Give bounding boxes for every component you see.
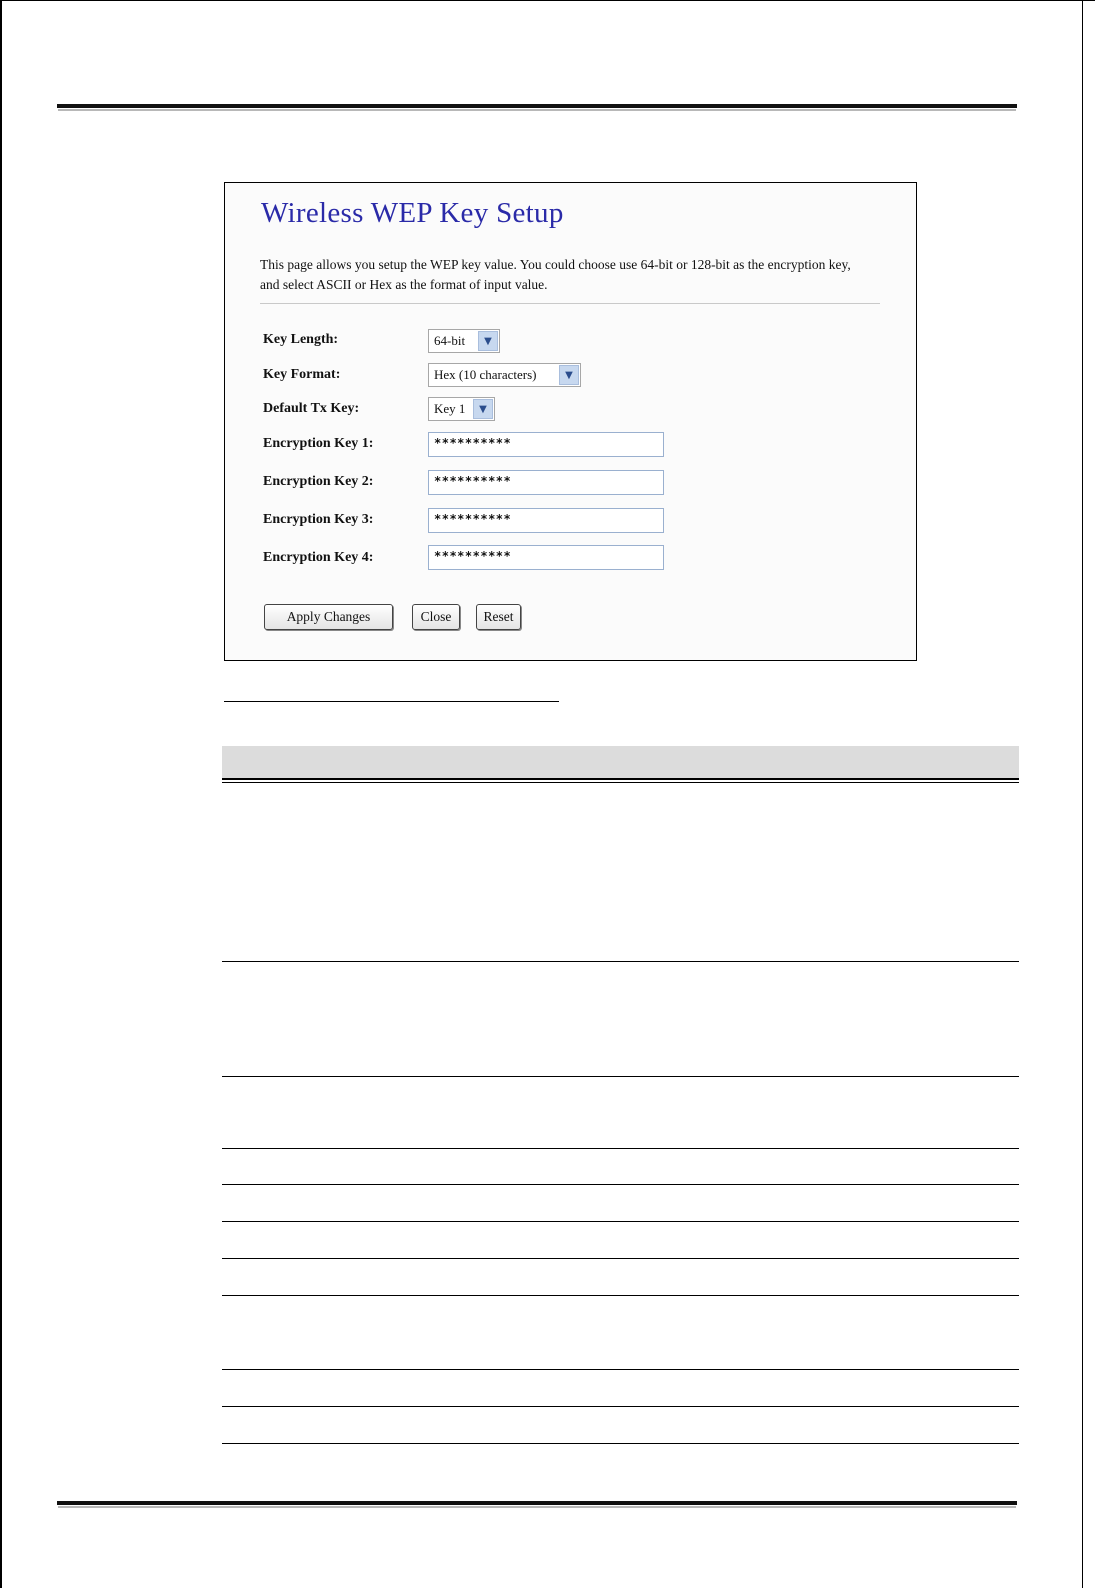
chevron-down-icon[interactable]: ▼	[473, 399, 493, 419]
encryption-key-2-label: Encryption Key 2:	[263, 474, 374, 489]
divider	[260, 303, 880, 304]
key-format-label: Key Format:	[263, 367, 341, 382]
key-length-label: Key Length:	[263, 332, 339, 347]
encryption-key-3-field[interactable]: **********	[428, 508, 664, 533]
table-row	[222, 1149, 1019, 1185]
page-title: Wireless WEP Key Setup	[261, 197, 564, 229]
table-row	[222, 1407, 1019, 1444]
encryption-key-3-label: Encryption Key 3:	[263, 512, 374, 527]
table-row	[222, 1370, 1019, 1407]
encryption-key-1-label: Encryption Key 1:	[263, 436, 374, 451]
key-length-value: 64-bit	[434, 333, 466, 348]
footer-rule	[57, 1501, 1017, 1505]
page-description: This page allows you setup the WEP key value. You could choose use 64-bit or 128-bit as the encryption key, and select ASCII or Hex as the format of input value.	[260, 257, 851, 292]
chevron-down-icon[interactable]: ▼	[478, 331, 498, 351]
key-format-value: Hex (10 characters)	[434, 367, 537, 382]
table-row	[222, 1077, 1019, 1149]
encryption-key-4-field[interactable]: **********	[428, 545, 664, 570]
encryption-key-4-label: Encryption Key 4:	[263, 550, 374, 565]
table-header	[222, 746, 1019, 780]
header-rule	[57, 104, 1017, 108]
encryption-key-2-field[interactable]: **********	[428, 470, 664, 495]
table-row	[222, 962, 1019, 1077]
table-row	[222, 1259, 1019, 1296]
default-tx-key-label: Default Tx Key:	[263, 401, 360, 416]
apply-changes-button[interactable]: Apply Changes	[264, 604, 393, 630]
key-length-select[interactable]	[428, 329, 500, 353]
table-row	[222, 1185, 1019, 1222]
wep-key-setup-screenshot	[224, 182, 917, 661]
encryption-key-1-field[interactable]: **********	[428, 432, 664, 457]
reset-button[interactable]: Reset	[476, 604, 521, 630]
table-row	[222, 785, 1019, 962]
table-row	[222, 1222, 1019, 1259]
default-tx-key-select[interactable]	[428, 397, 495, 421]
caption-underline	[224, 701, 559, 702]
default-tx-key-value: Key 1	[434, 401, 466, 416]
chevron-down-icon[interactable]: ▼	[559, 365, 579, 385]
key-format-select[interactable]	[428, 363, 581, 387]
table-row	[222, 1296, 1019, 1370]
close-button[interactable]: Close	[412, 604, 460, 630]
